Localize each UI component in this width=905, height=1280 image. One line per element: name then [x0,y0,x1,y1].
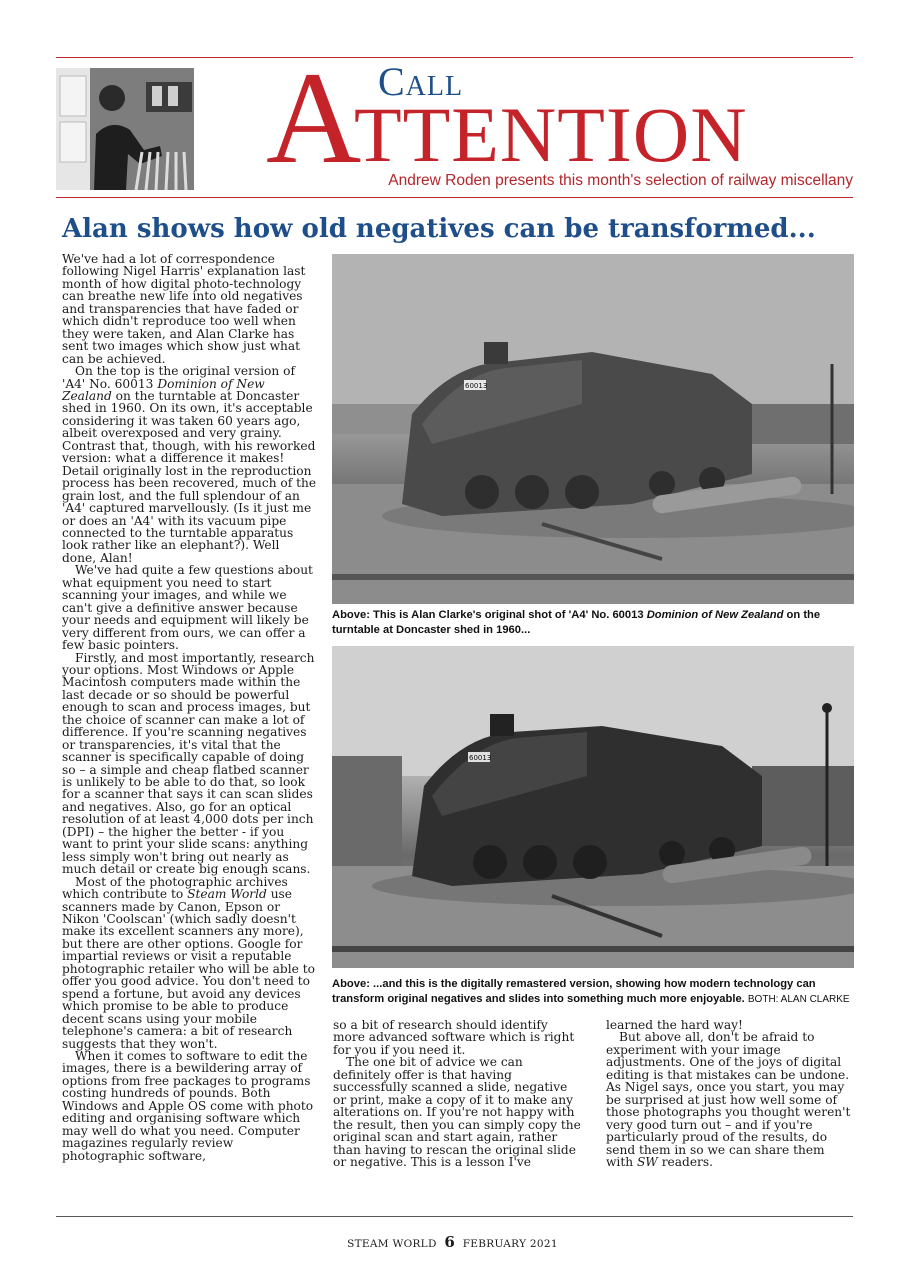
caption1-text-end: on the turntable at Doncaster shed in 1960... [332,609,821,636]
header-top-rule [56,57,853,58]
paragraph: We've had quite a few questions about what equipment you need to start scanning your images, and while we can't give a definitive answer because your needs and equipment will likely be very different from ours, we can offer a few basic pointers. [62,563,313,653]
header-bottom-rule [56,197,853,198]
paragraph: so a bit of research should identify more advanced software which is right for you if you need it. [333,1018,575,1057]
number-plate-2: 60013 [469,754,492,762]
paragraph-text: use scanners made by Canon, Epson or Nikon 'Coolscan' (which sadly doesn't make its excellent scanners any more), but there are other options. Google for impartial reviews or visit a reputable photographic retailer who will be able to offer you good advice. You don't need to spend a fortune, but avoid any devices which promise to be able to produce decent scans using your mobile telephone's camera: a bit of research suggests that they won't. [62,887,315,1051]
article-headline: Alan shows how old negatives can be transformed... [62,214,816,244]
italic-title: SW [636,1154,658,1169]
footer-page-number: 6 [444,1233,456,1251]
masthead-initial-a: A [266,44,362,191]
article-column-2 [333,1019,581,1168]
remastered-a4-turntable-image [332,646,854,968]
paragraph: We've had a lot of correspondence following Nigel Harris' explanation last month of how digital photo-technology can breathe new life into old negatives and transparencies that have faded or which didn't reproduce too well when they were taken, and Alan Clarke has sent two images which show just what can be achieved. [62,252,306,366]
paragraph [62,876,317,1050]
article-column-1 [62,253,317,1162]
italic-title: Dominion of New Zealand [62,376,265,403]
number-plate-1: 60013 [465,382,488,390]
article-column-3 [606,1019,854,1168]
caption1-loco-name: Dominion of New Zealand [646,609,784,621]
italic-title: Steam World [187,887,267,902]
masthead-attention: TTENTION [354,91,748,178]
footer-issue-date: FEBRUARY 2021 [462,1238,558,1250]
paragraph: learned the hard way! [606,1018,743,1032]
header-portrait-photo [56,68,194,190]
page-footer [0,1233,905,1251]
footer-magazine-name: STEAM WORLD [347,1238,437,1250]
paragraph: When it comes to software to edit the images, there is a bewildering array of options from free packages to programs costing hundreds of pounds. Both Windows and Apple OS come with photo editing and organising software which may well do what you need. Computer magazines regularly review photographic software, [62,1049,314,1163]
photo-caption-1 [332,608,854,637]
signalman-photo-graphic [56,68,194,190]
remastered-locomotive-photo [332,646,854,968]
paragraph-text: on the turntable at Doncaster shed in 1960. On its own, it's acceptable considering it was taken 60 years ago, albeit overexposed and very grainy. Contrast that, though, with his reworked version: what a difference it makes! Detail originally lost in the reproduction process has been recovered, much of the grain lost, and the full splendour of an 'A4' captured marvellously. (Is it just me or does an 'A4' with its vacuum pipe connected to the turntable apparatus look rather like an elephant?). Well done, Alan! [62,388,317,565]
paragraph-text: Most of the photographic archives which contribute to [62,874,288,902]
masthead-call: Call [378,59,464,104]
footer-rule [56,1216,853,1217]
original-a4-turntable-image [332,254,854,604]
paragraph [606,1031,854,1168]
paragraph: Firstly, and most importantly, research your options. Most Windows or Apple Macintosh computers made within the last decade or so should be powerful enough to scan and process images, but the choice of scanner can make a lot of difference. If you're scanning negatives or transparencies, it's vital that the scanner is specifically capable of doing so – a simple and cheap flatbed scanner is unlikely to be able to do that, so look for a scanner that says it can scan slides and negatives. Also, go for an optical resolution of at least 4,000 dots per inch (DPI) – the higher the better - if you want to print your slide scans: anything less simply won't bring out nearly as much detail or create big enough scans. [62,650,315,877]
caption1-text: Above: This is Alan Clarke's original shot of 'A4' No. 60013 [332,609,647,621]
paragraph: The one bit of advice we can definitely offer is that having successfully scanned a slide, negative or print, make a copy of it to make any alterations on. If you're not happy with the result, then you can simply copy the original scan and start again, rather than having to rescan the original slide or negative. This is a lesson I've [333,1055,581,1169]
paragraph-text: On the top is the original version of 'A4' No. 60013 [62,364,295,391]
photo-credit: BOTH: ALAN CLARKE [747,993,850,1005]
paragraph [62,365,317,564]
photo-caption-2 [332,977,854,1007]
caption2-text: Above: ...and this is the digitally remastered version, showing how modern technology can transform original negatives and slides into something much more enjoyable. [332,978,816,1005]
masthead-tagline: Andrew Roden presents this month's selection of railway miscellany [388,172,853,189]
paragraph-text: readers. [657,1154,713,1169]
original-locomotive-photo [332,254,854,604]
paragraph-text: But above all, don't be afraid to experiment with your image adjustments. One of the joys of digital editing is that mistakes can be undone. As Nigel says, once you start, you may be surprised at just how well some of those photographs you thought weren't very good turn out – and if you're particularly proud of the results, do send them in so we can share them with [606,1030,851,1169]
